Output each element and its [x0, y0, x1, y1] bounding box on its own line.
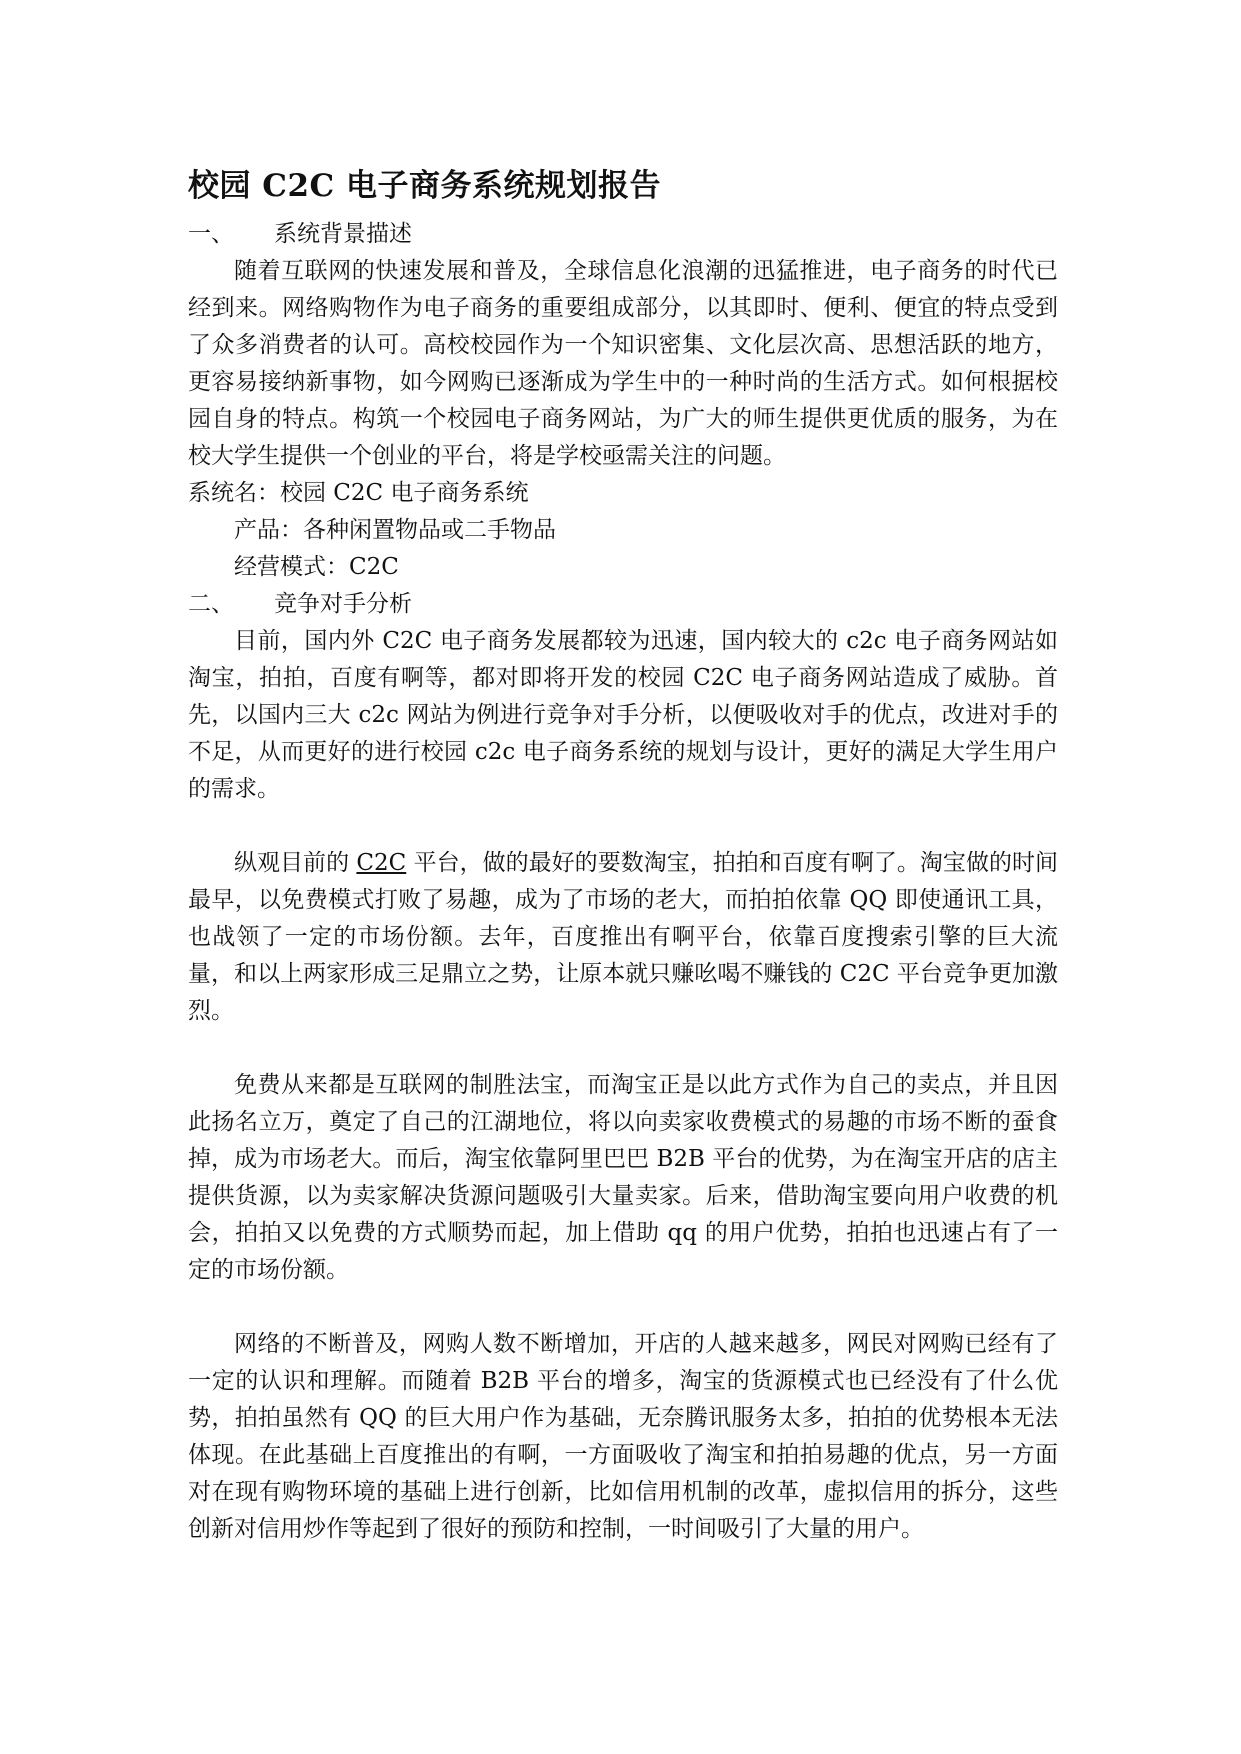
business-model-line: 经营模式：C2C: [234, 554, 399, 580]
background-paragraph: 随着互联网的快速发展和普及，全球信息化浪潮的迅猛推进，电子商务的时代已经到来。网络购物作为电子商务的重要组成部分，以其即时、便利、便宜的特点受到了众多消费者的认可。高校校园作为一个知识密集、文化层次高、思想活跃的地方，更容易接纳新事物，如今网购已逐渐成为学生中的一种时尚的生活方式。如何根据校园自身的特点。构筑一个校园电子商务网站，为广大的师生提供更优质的服务，为在校大学生提供一个创业的平台，将是学校亟需关注的问题。: [188, 258, 1058, 469]
section-title: 竞争对手分析: [274, 591, 412, 617]
competitor-paragraph-2: [188, 845, 1058, 1030]
section-number: 一、: [188, 221, 234, 247]
paragraph-text: 纵观目前的: [234, 850, 357, 876]
section-heading-competitors: [188, 586, 1058, 623]
section-title: 系统背景描述: [274, 221, 412, 247]
c2c-link[interactable]: C2C: [356, 850, 407, 876]
paragraph-text: 平台，做的最好的要数淘宝，拍拍和百度有啊了。淘宝做的时间最早，以免费模式打败了易趣，成为了市场的老大，而拍拍依靠 QQ 即使通讯工具，也战领了一定的市场份额。去年，百度推出有啊平台，依靠百度搜索引擎的巨大流量，和以上两家形成三足鼎立之势，让原本就只赚吆喝不赚钱的 C2C 平台竞争更加激烈。: [188, 850, 1058, 1024]
competitor-paragraph-3: 免费从来都是互联网的制胜法宝，而淘宝正是以此方式作为自己的卖点，并且因此扬名立万，奠定了自己的江湖地位，将以向卖家收费模式的易趣的市场不断的蚕食掉，成为市场老大。而后，淘宝依靠阿里巴巴 B2B 平台的优势，为在淘宝开店的店主提供货源，以为卖家解决货源问题吸引大量卖家。后来，借助淘宝要向用户收费的机会，拍拍又以免费的方式顺势而起，加上借助 qq 的用户优势，拍拍也迅速占有了一定的市场份额。: [188, 1072, 1058, 1283]
paragraph-spacer: [188, 808, 1058, 845]
section-number: 二、: [188, 591, 234, 617]
system-name-line: 系统名：校园 C2C 电子商务系统: [188, 480, 529, 506]
document-title: 校园 C2C 电子商务系统规划报告: [188, 168, 661, 204]
document-body: [188, 166, 1058, 1548]
competitor-paragraph-1: 目前，国内外 C2C 电子商务发展都较为迅速，国内较大的 c2c 电子商务网站如淘宝，拍拍，百度有啊等，都对即将开发的校园 C2C 电子商务网站造成了威胁。首先，以国内三大 c2c 网站为例进行竞争对手分析，以便吸收对手的优点，改进对手的不足，从而更好的进行校园 c2c 电子商务系统的规划与设计，更好的满足大学生用户的需求。: [188, 628, 1058, 802]
product-line: 产品：各种闲置物品或二手物品: [234, 517, 556, 543]
competitor-paragraph-4: 网络的不断普及，网购人数不断增加，开店的人越来越多，网民对网购已经有了一定的认识和理解。而随着 B2B 平台的增多，淘宝的货源模式也已经没有了什么优势，拍拍虽然有 QQ 的巨大用户作为基础，无奈腾讯服务太多，拍拍的优势根本无法体现。在此基础上百度推出的有啊，一方面吸收了淘宝和拍拍易趣的优点，另一方面对在现有购物环境的基础上进行创新，比如信用机制的改革，虚拟信用的拆分，这些创新对信用炒作等起到了很好的预防和控制，一时间吸引了大量的用户。: [188, 1331, 1058, 1542]
section-heading-background: [188, 216, 1058, 253]
paragraph-spacer: [188, 1030, 1058, 1067]
paragraph-spacer: [188, 1289, 1058, 1326]
